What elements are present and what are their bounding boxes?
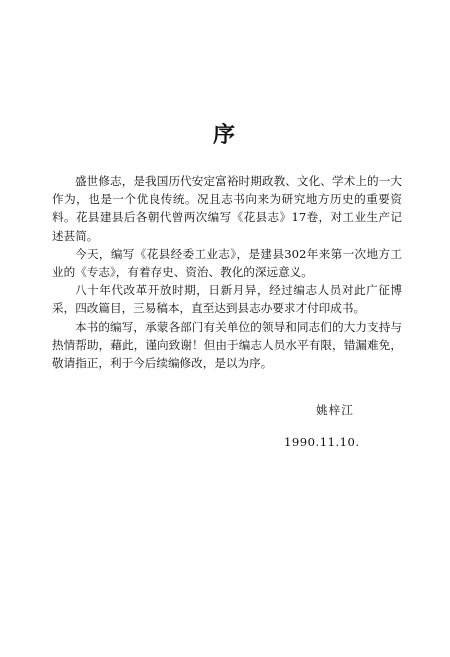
author-signature: 姚梓江 <box>316 403 354 417</box>
preface-body <box>52 172 402 372</box>
page-title: 序 <box>212 122 237 148</box>
paragraph-2: 今天，编写《花县经委工业志》，是建县302年来第一次地方工业的《专志》，有着存史、资治、教化的深远意义。 <box>52 246 402 280</box>
paragraph-1: 盛世修志，是我国历代安定富裕时期政教、文化、学术上的一大作为，也是一个优良传统。况且志书向来为研究地方历史的重要资料。花县建县后各朝代曾两次编写《花县志》17卷，对工业生产记述甚简。 <box>52 174 402 243</box>
signature-date: 1990.11.10. <box>284 435 360 449</box>
paragraph-4: 本书的编写，承蒙各部门有关单位的领导和同志们的大力支持与热情帮助，藉此，谨向致谢！但由于编志人员水平有限，错漏难免，敬请指正，利于今后续编修改，是以为序。 <box>52 319 402 371</box>
paragraph-3: 八十年代改革开放时期，日新月异，经过编志人员对此广征博采，四改篇目，三易稿本，直至达到县志办要求才付印成书。 <box>52 283 402 316</box>
